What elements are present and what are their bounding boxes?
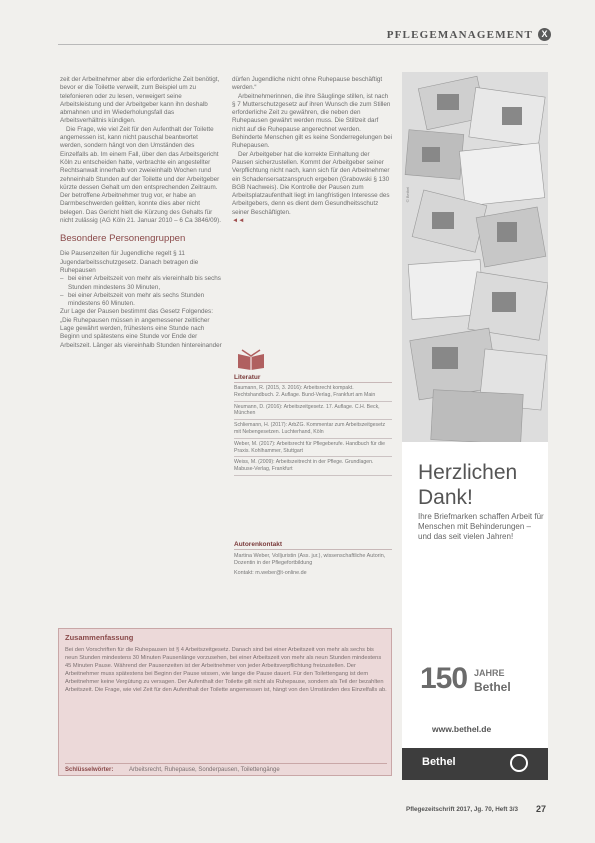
bullet-item: – bei einer Arbeitszeit von mehr als sechs Stunden mindestens 60 Minuten.: [60, 292, 222, 309]
anniversary-number: 150: [420, 662, 468, 695]
ad-brand-name: Bethel: [422, 756, 456, 768]
journal-citation: Pflegezeitschrift 2017, Jg. 70, Heft 3/3: [406, 806, 518, 813]
paragraph: Arbeitnehmerinnen, die ihre Säuglinge stillen, ist nach § 7 Mutterschutzgesetz auf ihren Wunsch die zum Stillen erforderliche Zeit zu gewähren, die neben den Ruhepausen gewährt werden muss. Die Stillzeit darf nicht auf die Ruhepause angerechnet werden. Behinderte Menschen gilt es keine Sonderregelungen bei Ruhepausen.: [232, 92, 392, 150]
ad-url-link[interactable]: www.bethel.de: [432, 724, 492, 734]
paragraph: dürfen Jugendliche nicht ohne Ruhepause beschäftigt werden.“: [232, 76, 383, 92]
literature-title: Literatur: [234, 373, 392, 383]
bethel-advertisement: [402, 72, 548, 780]
literature-entry: Weber, M. (2017): Arbeitsrecht für Pflegeberufe. Handbuch für die Praxis. Kohlhammer, Stuttgart: [234, 439, 392, 458]
section-heading: Besondere Personengruppen: [60, 233, 186, 245]
bullet-item: – bei einer Arbeitszeit von mehr als viereinhalb bis sechs Stunden mindestens 30 Minuten,: [60, 275, 222, 292]
bullet-list: [60, 275, 222, 308]
author-contact-box: [234, 540, 392, 577]
literature-entry: Schliemann, H. (2017): ArbZG. Kommentar zum Arbeitszeitgesetz mit Nebengesetzen. Luchterhand, Köln: [234, 420, 392, 439]
section-header-title: PFLEGEMANAGEMENT: [386, 29, 533, 41]
ad-headline: [418, 460, 517, 510]
summary-box: [58, 628, 392, 776]
anniversary-jahre: JAHRE: [474, 668, 505, 678]
photo-credit: © Bethel: [405, 186, 411, 203]
author-email: Kontakt: m.weber@t-online.de: [234, 570, 307, 576]
ad-headline-line: Dank!: [418, 486, 473, 509]
paragraph: Zur Lage der Pausen bestimmt das Gesetz Folgendes: „Die Ruhepausen müssen in angemessener zeitlicher Lage gewährt werden, frühestens eine Stunde nach Beginn und spätestens eine Stunde vor Ende der Arbeitszeit. Länger als viereinhalb Stunden hintereinander: [60, 308, 222, 349]
literature-entry: Baumann, R. (2015, 3. 2016): Arbeitsrecht kompakt. Rechtshandbuch. 2. Auflage. Bund-Verlag, Frankfurt am Main: [234, 383, 392, 402]
keywords-label: Schlüsselwörter:: [65, 767, 114, 773]
article-end-mark: ◄◄: [232, 217, 245, 225]
ad-headline-line: Herzlichen: [418, 461, 518, 484]
bethel-logo-icon: [510, 754, 528, 772]
keywords-text: Arbeitsrecht, Ruhepause, Sonderpausen, Toilettengänge: [129, 767, 280, 773]
summary-text: Bei den Vorschriften für die Ruhepausen ist § 4 Arbeitszeitgesetz. Danach sind bei einer Arbeitszeit von mehr als sechs bis neun Stunden mindestens 30 Minuten Pausenlänge vorzusehen, bei einer Arbeitszeit von mehr als neun Stunden mindestens 45 Minuten Pause. Während der Pausenzeiten ist der Arbeitnehmer von jeder Arbeitsverpflichtung freizustellen. Der Arbeitnehmer muss spätestens bei Beginn der Pause wissen, wie lange die Pause dauert. Für den Toilettengang ist dem Arbeitnehmer keine Vergütung zu versagen. Der Aufenthalt der Toilette gilt nicht als Ruhepause, sondern als Teil der bezahlten Arbeitszeit. Die Frage, wie viel Zeit für den Aufenthalt der Toilette angemessen ist, hängt von den Umständen des Einzelfalls ab.: [65, 647, 387, 693]
section-badge-icon: X: [538, 28, 551, 41]
book-icon: [236, 348, 266, 370]
paragraph: Die Frage, wie viel Zeit für den Aufenthalt der Toilette angemessen ist, kann nicht pauschal beantwortet werden, sondern hängt von den Umständen des Einzelfalls ab. Im einem Fall, über den das Arbeitsgericht Köln zu entscheiden hatte, verbrachte ein angestellter Rechtsanwalt innerhalb von zweieinhalb Wochen rund zehneinhalb Stunden auf der Toilette und der Arbeitgeber kürzte dessen Gehalt um den entsprechenden Zeitraum. Der betroffene Arbeitnehmer trug vor, er habe an Darmbeschwerden gelitten, konnte dies aber nicht belegen. Das Gericht hielt die Kürzung des Gehalts für nicht zulässig (AG Köln 21. Januar 2010 – 6 Ca 3846/09).: [60, 125, 222, 225]
summary-divider: [65, 763, 387, 764]
ad-subline: Ihre Briefmarken schaffen Arbeit für Menschen mit Behinderungen – und das seit vielen Jahren!: [418, 512, 544, 541]
text-column-left: [60, 76, 222, 350]
paragraph: Der Arbeitgeber hat die korrekte Einhaltung der Pausen sicherzustellen. Kommt der Arbeitgeber seiner Verpflichtung nicht nach, kann sich für den Arbeitnehmer ein Schadensersatzanspruch ergeben (Grabowski § 130 BGB Nachweis). Die Kontrolle der Pausen zum Arbeitsplatzaufenthalt liegt im langfristigen Interesse des Arbeitgebers, denn es dient dem Gesundheitsschutz seiner Beschäftigten.: [232, 150, 390, 216]
literature-box: [234, 373, 392, 476]
literature-entry: Weiss, M. (2009): Arbeitszeitrecht in der Pflege. Grundlagen. Mabuse-Verlag, Frankfurt: [234, 457, 392, 476]
literature-entry: Neumann, D. (2016): Arbeitszeitgesetz. 17. Auflage. C.H. Beck, München: [234, 402, 392, 421]
stamps-photo: [402, 72, 548, 442]
author-contact-title: Autorenkontakt: [234, 540, 392, 550]
paragraph: Die Pausenzeiten für Jugendliche regelt § 11 Jugendarbeitsschutzgesetz. Danach betragen die Ruhepausen: [60, 250, 199, 274]
paragraph: zeit der Arbeitnehmer aber die erforderliche Zeit benötigt, bevor er die Toilette verweilt, zum Beispiel um zu telefonieren oder zu lesen, verweigert seine Arbeitsleistung und der Arbeitgeber kann ihn deshalb abmahnen und im Wiederholungsfall das Arbeitsverhältnis kündigen.: [60, 76, 220, 125]
anniversary-bethel: Bethel: [474, 680, 511, 694]
text-column-middle: [232, 76, 392, 225]
page-number: 27: [536, 804, 547, 814]
summary-title: Zusammenfassung: [65, 633, 134, 642]
author-bio: Martina Weber, Volljuristin (Ass. jur.), wissenschaftliche Autorin, Dozentin in der Pflegefortbildung: [234, 553, 386, 566]
header-rule: [58, 44, 548, 45]
